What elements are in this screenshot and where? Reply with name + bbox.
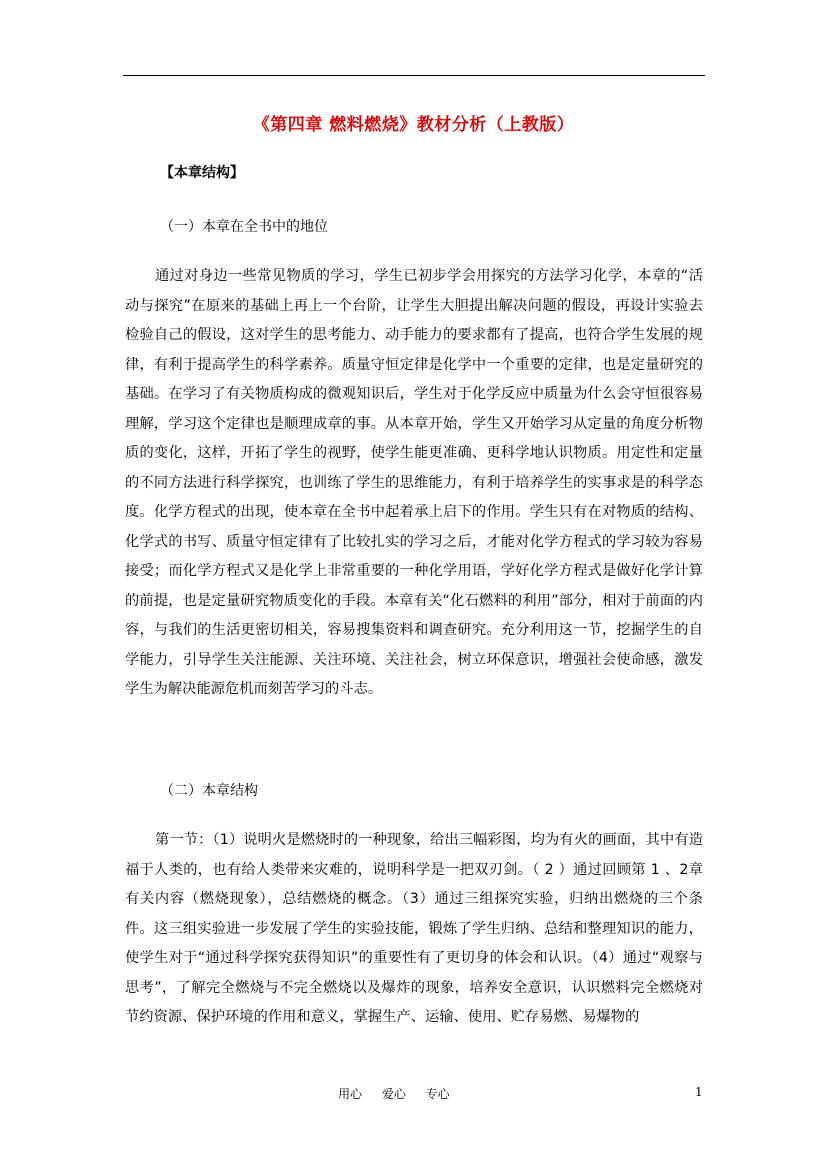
part1-heading: （一）本章在全书中的地位 [160,219,328,235]
part2-paragraph: 第一节：（1）说明火是燃烧时的一种现象，给出三幅彩图，均为有火的画面，其中有造福于人类的，也有给人类带来灾难的，说明科学是一把双刃剑。（ 2 ）通过回顾第 1 、2章有关内容（燃烧现象），总结燃烧的概念。（3）通过三组探究实验，归纳出燃烧的三个条件。这三组实验进一步发展了学生的实验技能，锻炼了学生归纳、总结和整理知识的能力，使学生对于“通过科学探究获得知识”的重要性有了更切身的体会和认识。（4）通过“观察与思考”，了解完全燃烧与不完全燃烧以及爆炸的现象，培养安全意识，认识燃料完全燃烧对节约资源、保护环境的作用和意义，掌握生产、运输、使用、贮存易燃、易爆物的 [125,832,703,1025]
page-footer [0,1085,827,1105]
section-label: 【本章结构】 [160,165,244,181]
part1-paragraph: 通过对身边一些常见物质的学习，学生已初步学会用探究的方法学习化学，本章的“活动与探究”在原来的基础上再上一个台阶，让学生大胆提出解决问题的假设，再设计实验去检验自己的假设，这对学生的思考能力、动手能力的要求都有了提高，也符合学生发展的规律，有利于提高学生的科学素养。质量守恒定律是化学中一个重要的定律，也是定量研究的基础。在学习了有关物质构成的微观知识后，学生对于化学反应中质量为什么会守恒很容易理解，学习这个定律也是顺理成章的事。从本章开始，学生又开始学习从定量的角度分析物质的变化，这样，开拓了学生的视野，使学生能更准确、更科学地认识物质。用定性和定量的不同方法进行科学探究，也训练了学生的思维能力，有利于培养学生的实事求是的科学态度。化学方程式的出现，使本章在全书中起着承上启下的作用。学生只有在对物质的结构、化学式的书写、质量守恒定律有了比较扎实的学习之后，才能对化学方程式的学习较为容易接受；而化学方程式又是化学上非常重要的一种化学用语，学好化学方程式是做好化学计算的前提，也是定量研究物质变化的手段。本章有关“化石燃料的利用”部分，相对于前面的内容，与我们的生活更密切相关，容易搜集资料和调查研究。充分利用这一节，挖掘学生的自学能力，引导学生关注能源、关注环境、关注社会，树立环保意识，增强社会使命感，激发学生为解决能源危机而刻苦学习的斗志。 [125,268,703,697]
part2-heading: （二）本章结构 [160,783,258,799]
document-title: 《第四章 燃料燃烧》教材分析（上教版） [252,115,575,135]
footer-text: 用心 爱心 专心 [338,1087,450,1101]
page-number: 1 [695,1085,703,1099]
header-rule [123,75,705,76]
